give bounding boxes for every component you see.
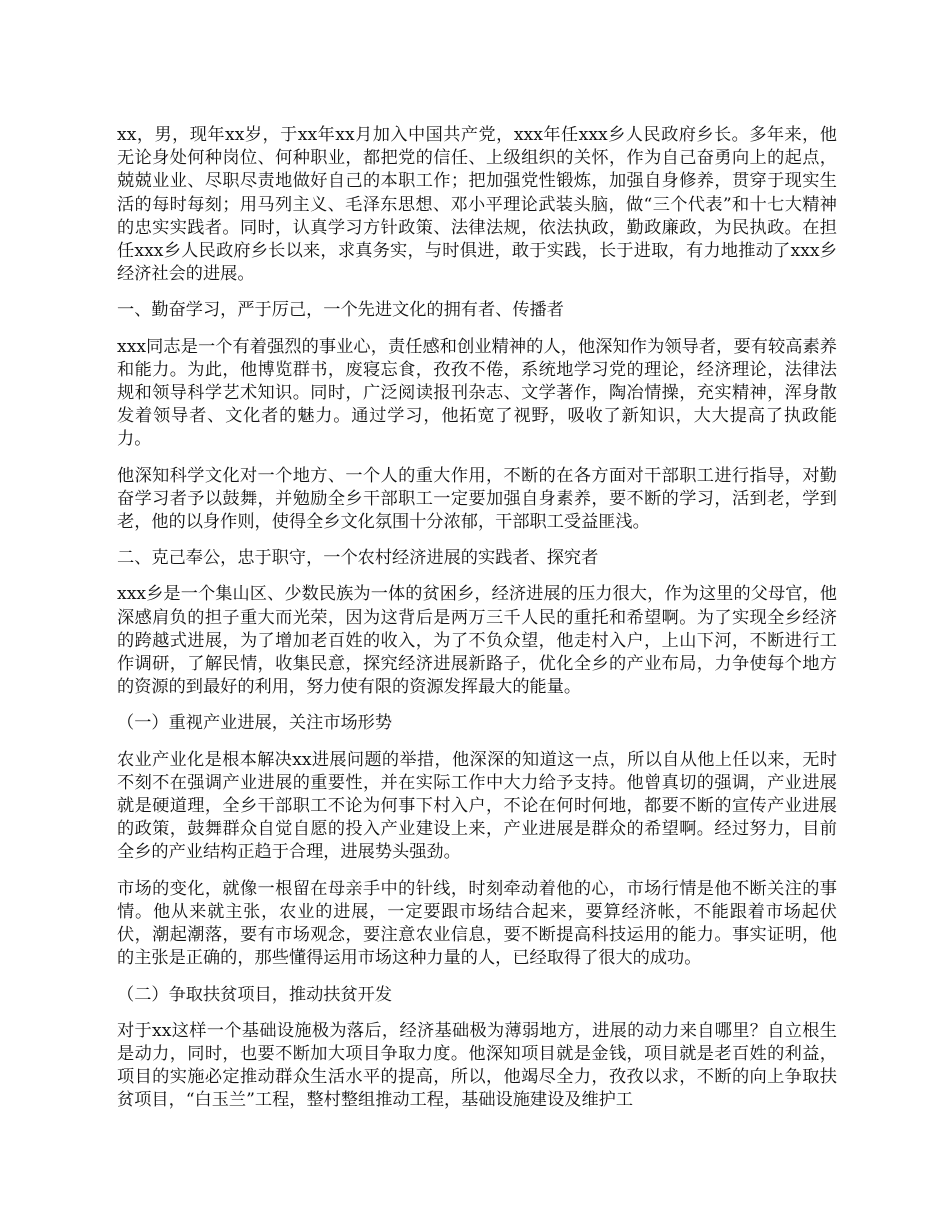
paragraph-projects: 对于xx这样一个基础设施极为落后，经济基础极为薄弱地方，进展的动力来自哪里？自立根生是动力，同时，也要不断加大项目争取力度。他深知项目就是金钱，项目就是老百姓的利益，项目的实施必定推动群众生活水平的提高，所以，他竭尽全力，孜孜以求，不断的向上争取扶贫项目，“白玉兰”工程，整村整组推动工程，基础设施建设及维护工	[117, 1020, 837, 1111]
paragraph-township: xxx乡是一个集山区、少数民族为一体的贫困乡，经济进展的压力很大，作为这里的父母官，他深感肩负的担子重大而光荣，因为这背后是两万三千人民的重托和希望啊。为了实现全乡经济的跨越式进展，为了增加老百姓的收入，为了不负众望，他走村入户，上山下河，不断进行工作调研，了解民情，收集民意，探究经济进展新路子，优化全乡的产业布局，力争使每个地方的资源的到最好的利用，努力使有限的资源发挥最大的能量。	[117, 584, 837, 698]
paragraph-study: xxx同志是一个有着强烈的事业心，责任感和创业精神的人，他深知作为领导者，要有较高素养和能力。为此，他博览群书，废寝忘食，孜孜不倦，系统地学习党的理论，经济理论，法律法规和领导科学艺术知识。同时，广泛阅读报刊杂志、文学著作，陶冶情操，充实精神，浑身散发着领导者、文化者的魅力。通过学习，他拓宽了视野，吸收了新知识，大大提高了执政能力。	[117, 336, 837, 450]
subsection-heading-1: （一）重视产业进展，关注市场形势	[117, 713, 393, 734]
subsection-heading-2: （二）争取扶贫项目，推动扶贫开发	[117, 984, 393, 1005]
paragraph-industry: 农业产业化是根本解决xx进展问题的举措，他深深的知道这一点，所以自从他上任以来，无时不刻不在强调产业进展的重要性，并在实际工作中大力给予支持。他曾真切的强调，产业进展就是硬道理，全乡干部职工不论为何事下村入户，不论在何时何地，都要不断的宣传产业进展的政策，鼓舞群众自觉自愿的投入产业建设上来，产业进展是群众的希望啊。经过努力，目前全乡的产业结构正趋于合理，进展势头强劲。	[117, 749, 837, 863]
paragraph-culture: 他深知科学文化对一个地方、一个人的重大作用，不断的在各方面对干部职工进行指导，对勤奋学习者予以鼓舞，并勉励全乡干部职工一定要加强自身素养，要不断的学习，活到老，学到老，他的以身作则，使得全乡文化氛围十分浓郁，干部职工受益匪浅。	[117, 465, 837, 533]
section-heading-1: 一、勤奋学习，严于厉己，一个先进文化的拥有者、传播者	[117, 300, 564, 321]
document-page	[117, 124, 837, 1126]
paragraph-intro: xx，男，现年xx岁，于xx年xx月加入中国共产党，xxx年任xxx乡人民政府乡长。多年来，他无论身处何种岗位、何种职业，都把党的信任、上级组织的关怀，作为自己奋勇向上的起点，兢兢业业、尽职尽责地做好自己的本职工作；把加强党性锻炼，加强自身修养，贯穿于现实生活的每时每刻；用马列主义、毛泽东思想、邓小平理论武装头脑，做“三个代表”和十七大精神的忠实实践者。同时，认真学习方针政策、法律法规，依法执政，勤政廉政，为民执政。在担任xxx乡人民政府乡长以来，求真务实，与时俱进，敢于实践，长于进取，有力地推动了xxx乡经济社会的进展。	[117, 125, 837, 285]
paragraph-market: 市场的变化，就像一根留在母亲手中的针线，时刻牵动着他的心，市场行情是他不断关注的事情。他从来就主张，农业的进展，一定要跟市场结合起来，要算经济帐，不能跟着市场起伏伏，潮起潮落，要有市场观念，要注意农业信息，要不断提高科技运用的能力。事实证明，他的主张是正确的，那些懂得运用市场这种力量的人，已经取得了很大的成功。	[117, 878, 837, 969]
section-heading-2: 二、克己奉公，忠于职守，一个农村经济进展的实践者、探究者	[117, 548, 599, 569]
